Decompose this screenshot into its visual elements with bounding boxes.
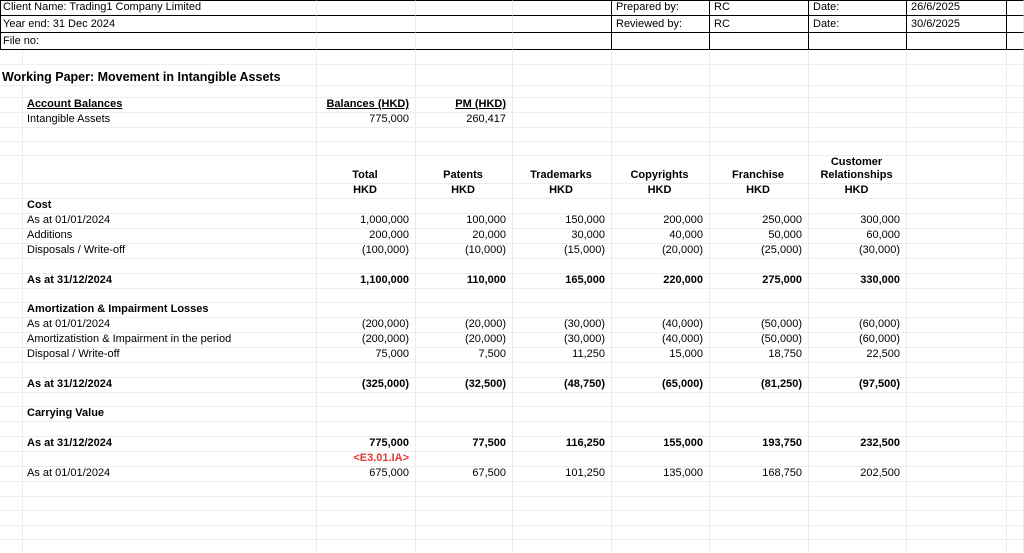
cell-value: 250,000 xyxy=(710,214,809,229)
cell-value xyxy=(416,526,513,541)
row-label xyxy=(23,482,317,497)
cell-value: 22,500 xyxy=(809,348,907,363)
client-name: Client Name: Trading1 Company Limited xyxy=(0,0,317,16)
cell-value xyxy=(513,540,612,553)
cell-value xyxy=(710,363,809,378)
cell-value xyxy=(809,289,907,304)
cell-value: (50,000) xyxy=(710,318,809,333)
cell-value xyxy=(317,497,416,512)
cell-value: 1,100,000 xyxy=(317,274,416,289)
cell-value xyxy=(710,540,809,553)
year-end: Year end: 31 Dec 2024 xyxy=(0,16,317,33)
cell-value xyxy=(612,540,710,553)
cell-value xyxy=(513,393,612,408)
table-row xyxy=(0,229,1024,244)
prepared-date-value: 26/6/2025 xyxy=(907,0,1007,16)
account-balances-value-row xyxy=(0,113,1024,128)
cell-value: 67,500 xyxy=(416,467,513,482)
cell-value: 60,000 xyxy=(809,229,907,244)
cell-value: 232,500 xyxy=(809,437,907,452)
cell-value xyxy=(317,199,416,214)
cell-value xyxy=(416,259,513,274)
cell-value xyxy=(612,452,710,467)
col-header-customer-relationships: Customer Relationships xyxy=(809,156,907,184)
cell-value: (20,000) xyxy=(416,333,513,348)
cell-value xyxy=(710,199,809,214)
header-row-fileno xyxy=(0,33,1024,50)
cell-value: (200,000) xyxy=(317,333,416,348)
cell-value: 135,000 xyxy=(612,467,710,482)
pm-hkd-header: PM (HKD) xyxy=(416,98,513,113)
cell-value: 11,250 xyxy=(513,348,612,363)
header-row-reviewed xyxy=(0,16,1024,33)
cell-value: 330,000 xyxy=(809,274,907,289)
cell-value: (30,000) xyxy=(513,333,612,348)
cell-value: 50,000 xyxy=(710,229,809,244)
cell-value: (15,000) xyxy=(513,244,612,259)
cell-value xyxy=(513,422,612,437)
cell-value: 150,000 xyxy=(513,214,612,229)
prepared-by-value: RC xyxy=(710,0,809,16)
unit-franchise: HKD xyxy=(710,184,809,199)
cell-value xyxy=(317,259,416,274)
cell-value: 101,250 xyxy=(513,467,612,482)
cell-value xyxy=(416,393,513,408)
cell-value xyxy=(416,303,513,318)
cell-value xyxy=(317,540,416,553)
cell-value xyxy=(513,526,612,541)
table-row xyxy=(0,378,1024,393)
cell-value: (30,000) xyxy=(513,318,612,333)
cell-value xyxy=(809,540,907,553)
cell-value: <E3.01.IA> xyxy=(317,452,416,467)
cell-value: (20,000) xyxy=(416,318,513,333)
cell-value: 165,000 xyxy=(513,274,612,289)
cell-value xyxy=(416,497,513,512)
cell-value: 193,750 xyxy=(710,437,809,452)
table-row xyxy=(0,363,1024,378)
account-balances-header-row xyxy=(0,98,1024,113)
cell-value: 7,500 xyxy=(416,348,513,363)
page-title: Working Paper: Movement in Intangible Assets xyxy=(0,65,317,86)
table-row xyxy=(0,497,1024,512)
table-row xyxy=(0,259,1024,274)
cell-value xyxy=(809,482,907,497)
reviewed-by-label: Reviewed by: xyxy=(612,16,710,33)
cell-value xyxy=(513,363,612,378)
cell-value xyxy=(710,407,809,422)
cell-value: 100,000 xyxy=(416,214,513,229)
unit-customer-relationships: HKD xyxy=(809,184,907,199)
cell-value xyxy=(317,422,416,437)
cell-value xyxy=(513,259,612,274)
pm-value: 260,417 xyxy=(416,113,513,128)
cell-value: (40,000) xyxy=(612,333,710,348)
cell-value: (97,500) xyxy=(809,378,907,393)
cell-value xyxy=(317,393,416,408)
balances-value: 775,000 xyxy=(317,113,416,128)
cell-value xyxy=(416,289,513,304)
movement-table-body xyxy=(0,199,1024,553)
header-row-prepared xyxy=(0,0,1024,16)
cell-value: (50,000) xyxy=(710,333,809,348)
spacer-row xyxy=(0,86,1024,98)
cell-value xyxy=(612,259,710,274)
table-row xyxy=(0,482,1024,497)
row-label: As at 01/01/2024 xyxy=(23,467,317,482)
table-row xyxy=(0,511,1024,526)
cell-value xyxy=(612,199,710,214)
cell-value: 20,000 xyxy=(416,229,513,244)
prepared-date-label: Date: xyxy=(809,0,907,16)
cell-value xyxy=(317,289,416,304)
row-label: Amortizatistion & Impairment in the period xyxy=(23,333,317,348)
row-label xyxy=(23,511,317,526)
intangible-assets-label: Intangible Assets xyxy=(23,113,317,128)
cell-value xyxy=(317,303,416,318)
table-row xyxy=(0,452,1024,467)
cell-value: 155,000 xyxy=(612,437,710,452)
cell-value xyxy=(513,497,612,512)
table-row xyxy=(0,348,1024,363)
cell-value xyxy=(416,511,513,526)
row-label: As at 31/12/2024 xyxy=(23,437,317,452)
table-row xyxy=(0,393,1024,408)
cell-value: 1,000,000 xyxy=(317,214,416,229)
cell-value: (32,500) xyxy=(416,378,513,393)
table-row xyxy=(0,289,1024,304)
cell-value xyxy=(612,289,710,304)
reviewed-by-value: RC xyxy=(710,16,809,33)
cell-value: (40,000) xyxy=(612,318,710,333)
cell-value xyxy=(710,393,809,408)
cell-value xyxy=(710,303,809,318)
row-label: Cost xyxy=(23,199,317,214)
table-row xyxy=(0,526,1024,541)
file-no: File no: xyxy=(0,33,317,50)
cell-value xyxy=(710,497,809,512)
row-label xyxy=(23,259,317,274)
cell-value xyxy=(612,497,710,512)
cell-value xyxy=(416,199,513,214)
cell-value xyxy=(809,199,907,214)
account-balances-label: Account Balances xyxy=(23,98,317,113)
spacer-row xyxy=(0,50,1024,65)
row-label xyxy=(23,422,317,437)
row-label xyxy=(23,452,317,467)
cell-value xyxy=(809,511,907,526)
spacer-row xyxy=(0,142,1024,156)
cell-value xyxy=(612,526,710,541)
cell-value xyxy=(416,407,513,422)
cell-value: 675,000 xyxy=(317,467,416,482)
cell-value xyxy=(710,452,809,467)
cell-value xyxy=(809,526,907,541)
cell-value: (30,000) xyxy=(809,244,907,259)
title-row xyxy=(0,65,1024,86)
row-label xyxy=(23,289,317,304)
unit-patents: HKD xyxy=(416,184,513,199)
cell-value xyxy=(612,303,710,318)
cell-value xyxy=(809,393,907,408)
row-label: Disposals / Write-off xyxy=(23,244,317,259)
table-row xyxy=(0,467,1024,482)
table-row xyxy=(0,437,1024,452)
cell-value xyxy=(416,540,513,553)
cell-value: (60,000) xyxy=(809,318,907,333)
table-row xyxy=(0,274,1024,289)
cell-value xyxy=(416,452,513,467)
col-header-total: Total xyxy=(317,156,416,184)
cell-value: 200,000 xyxy=(317,229,416,244)
cell-value: (100,000) xyxy=(317,244,416,259)
cell-value: 77,500 xyxy=(416,437,513,452)
row-label xyxy=(23,526,317,541)
cell-value: (48,750) xyxy=(513,378,612,393)
table-row xyxy=(0,540,1024,553)
cell-value xyxy=(612,363,710,378)
unit-copyrights: HKD xyxy=(612,184,710,199)
row-label xyxy=(23,540,317,553)
cell-value xyxy=(710,259,809,274)
cell-value xyxy=(317,482,416,497)
row-label: Additions xyxy=(23,229,317,244)
row-label: Amortization & Impairment Losses xyxy=(23,303,317,318)
cell-value: (81,250) xyxy=(710,378,809,393)
cell-value xyxy=(809,363,907,378)
cell-value: 40,000 xyxy=(612,229,710,244)
cell-value xyxy=(317,526,416,541)
cell-value xyxy=(809,422,907,437)
table-row xyxy=(0,303,1024,318)
cell-value: 110,000 xyxy=(416,274,513,289)
cell-value xyxy=(612,393,710,408)
cell-value xyxy=(513,511,612,526)
cell-value xyxy=(612,422,710,437)
cell-value: (60,000) xyxy=(809,333,907,348)
cell-value xyxy=(710,511,809,526)
table-row xyxy=(0,422,1024,437)
table-row xyxy=(0,244,1024,259)
cell-value: 30,000 xyxy=(513,229,612,244)
cell-value xyxy=(317,407,416,422)
cell-value xyxy=(809,407,907,422)
cell-value: (65,000) xyxy=(612,378,710,393)
table-row xyxy=(0,333,1024,348)
cell-value xyxy=(710,422,809,437)
cell-value xyxy=(710,526,809,541)
cell-value: 275,000 xyxy=(710,274,809,289)
cell-value xyxy=(416,482,513,497)
cell-value xyxy=(513,407,612,422)
row-label xyxy=(23,497,317,512)
cell-value xyxy=(809,259,907,274)
cell-value xyxy=(710,482,809,497)
table-row xyxy=(0,199,1024,214)
cell-value: (10,000) xyxy=(416,244,513,259)
cell-value: 18,750 xyxy=(710,348,809,363)
col-header-franchise: Franchise xyxy=(710,156,809,184)
cell-value: 202,500 xyxy=(809,467,907,482)
balances-hkd-header: Balances (HKD) xyxy=(317,98,416,113)
cell-value: (25,000) xyxy=(710,244,809,259)
cell-value: 75,000 xyxy=(317,348,416,363)
cell-value: 220,000 xyxy=(612,274,710,289)
cell-value: (325,000) xyxy=(317,378,416,393)
row-label: As at 01/01/2024 xyxy=(23,318,317,333)
spacer-row xyxy=(0,128,1024,142)
col-header-trademarks: Trademarks xyxy=(513,156,612,184)
cell-value xyxy=(612,482,710,497)
cell-value xyxy=(809,452,907,467)
unit-total: HKD xyxy=(317,184,416,199)
row-label: As at 31/12/2024 xyxy=(23,274,317,289)
cell-value: 15,000 xyxy=(612,348,710,363)
cell-value xyxy=(513,289,612,304)
cell-value xyxy=(612,407,710,422)
column-header-row xyxy=(0,156,1024,184)
cell-value xyxy=(317,363,416,378)
cell-value: 116,250 xyxy=(513,437,612,452)
cell-value: 775,000 xyxy=(317,437,416,452)
cell-value xyxy=(416,422,513,437)
cell-value: 200,000 xyxy=(612,214,710,229)
cell-value xyxy=(710,289,809,304)
cell-value xyxy=(317,511,416,526)
unit-header-row xyxy=(0,184,1024,199)
row-label: Carrying Value xyxy=(23,407,317,422)
reviewed-date-label: Date: xyxy=(809,16,907,33)
cell-value xyxy=(809,303,907,318)
row-label: As at 01/01/2024 xyxy=(23,214,317,229)
cell-value: (20,000) xyxy=(612,244,710,259)
row-label xyxy=(23,393,317,408)
table-row xyxy=(0,407,1024,422)
cell-value xyxy=(513,303,612,318)
table-row xyxy=(0,318,1024,333)
row-label xyxy=(23,363,317,378)
cell-value xyxy=(809,497,907,512)
cell-value xyxy=(612,511,710,526)
cell-value xyxy=(513,482,612,497)
col-header-copyrights: Copyrights xyxy=(612,156,710,184)
reviewed-date-value: 30/6/2025 xyxy=(907,16,1007,33)
cell-value: (200,000) xyxy=(317,318,416,333)
row-label: Disposal / Write-off xyxy=(23,348,317,363)
prepared-by-label: Prepared by: xyxy=(612,0,710,16)
cell-value: 168,750 xyxy=(710,467,809,482)
table-row xyxy=(0,214,1024,229)
cell-value: 300,000 xyxy=(809,214,907,229)
cell-value xyxy=(513,199,612,214)
cell-value xyxy=(416,363,513,378)
cell-value xyxy=(513,452,612,467)
col-header-patents: Patents xyxy=(416,156,513,184)
unit-trademarks: HKD xyxy=(513,184,612,199)
row-label: As at 31/12/2024 xyxy=(23,378,317,393)
